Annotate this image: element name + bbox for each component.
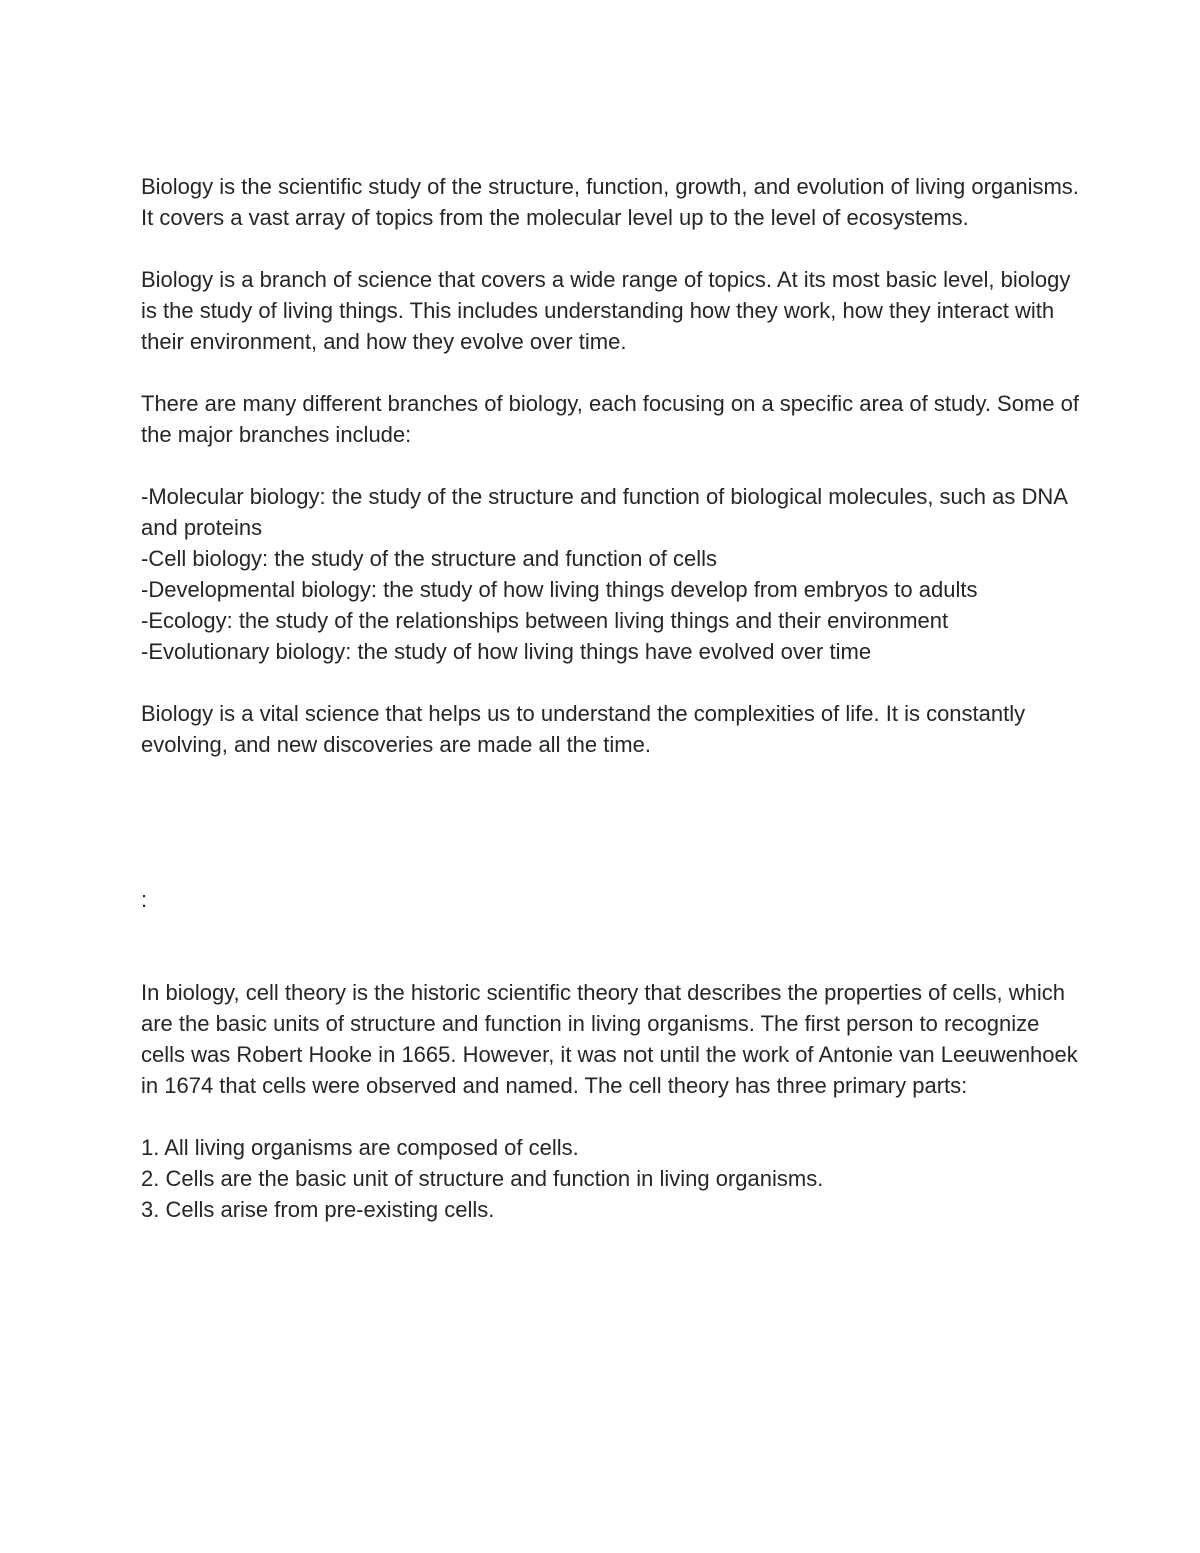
section-spacer xyxy=(141,760,1081,884)
colon-line: : xyxy=(141,887,148,912)
section-spacer xyxy=(141,915,1081,977)
document-body xyxy=(141,171,1081,1225)
paragraph-spacer xyxy=(141,1101,1081,1132)
intro-paragraph: Biology is the scientific study of the structure, function, growth, and evolution of living organisms. It covers a vast array of topics from the molecular level up to the level of ecosystems. xyxy=(141,174,1079,230)
branch-item-developmental-biology: -Developmental biology: the study of how living things develop from embryos to adults xyxy=(141,577,978,602)
paragraph-spacer xyxy=(141,357,1081,388)
paragraph-spacer xyxy=(141,667,1081,698)
cell-theory-item-2: 2. Cells are the basic unit of structure and function in living organisms. xyxy=(141,1166,824,1191)
branch-paragraph: Biology is a branch of science that covers a wide range of topics. At its most basic level, biology is the study of living things. This includes understanding how they work, how they interact with their environment, and how they evolve over time. xyxy=(141,267,1071,354)
branch-item-evolutionary-biology: -Evolutionary biology: the study of how living things have evolved over time xyxy=(141,639,872,664)
paragraph-spacer xyxy=(141,233,1081,264)
branches-list xyxy=(141,481,1081,667)
closing-paragraph: Biology is a vital science that helps us to understand the complexities of life. It is constantly evolving, and new discoveries are made all the time. xyxy=(141,701,1026,757)
branch-item-molecular-biology: -Molecular biology: the study of the structure and function of biological molecules, such as DNA and proteins xyxy=(141,484,1067,540)
branches-intro-paragraph: There are many different branches of biology, each focusing on a specific area of study. Some of the major branches include: xyxy=(141,391,1079,447)
branch-item-cell-biology: -Cell biology: the study of the structure and function of cells xyxy=(141,546,717,571)
cell-theory-item-3: 3. Cells arise from pre-existing cells. xyxy=(141,1197,495,1222)
cell-theory-item-1: 1. All living organisms are composed of cells. xyxy=(141,1135,579,1160)
cell-theory-list xyxy=(141,1132,1081,1225)
paragraph-spacer xyxy=(141,450,1081,481)
cell-theory-paragraph: In biology, cell theory is the historic scientific theory that describes the properties of cells, which are the basic units of structure and function in living organisms. The first person to recognize cells was Robert Hooke in 1665. However, it was not until the work of Antonie van Leeuwenhoek in 1674 that cells were observed and named. The cell theory has three primary parts: xyxy=(141,980,1078,1098)
branch-item-ecology: -Ecology: the study of the relationships between living things and their environment xyxy=(141,608,949,633)
